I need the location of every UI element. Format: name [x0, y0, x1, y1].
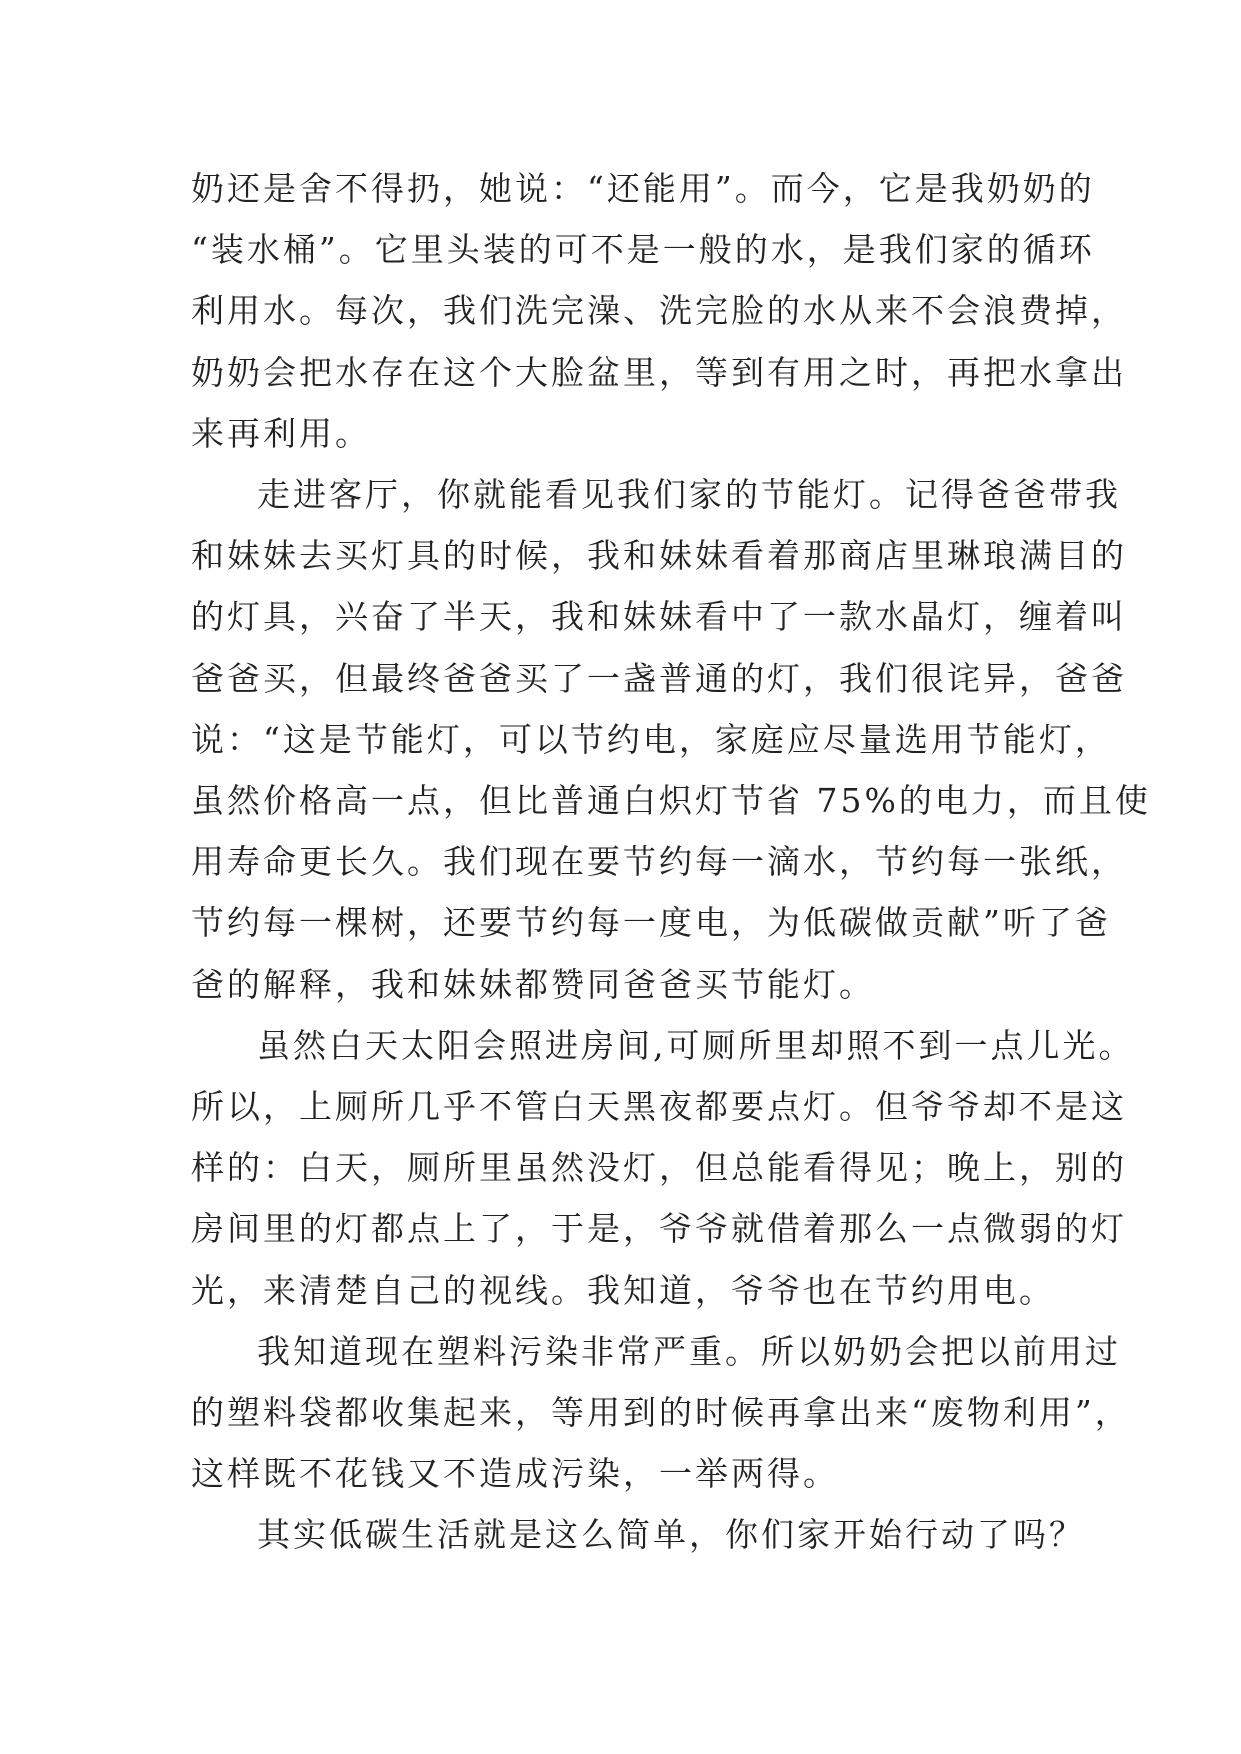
text-line: 说：“这是节能灯，可以节约电，家庭应尽量选用节能灯， [191, 719, 1111, 759]
text-line: 来再利用。 [191, 413, 371, 453]
text-line: 房间里的灯都点上了，于是，爷爷就借着那么一点微弱的灯 [191, 1209, 1127, 1249]
paragraph-5 [191, 1504, 1085, 1565]
paragraph-4 [191, 1321, 1131, 1505]
text-line: 奶还是舍不得扔，她说：“还能用”。而今，它是我奶奶的 [191, 169, 1095, 208]
text-line: 虽然价格高一点，但比普通白炽灯节省 75%的电力，而且使 [191, 781, 1151, 821]
text-line: 虽然白天太阳会照进房间,可厕所里却照不到一点儿光。 [257, 1025, 1135, 1065]
text-line: 节约每一棵树，还要节约每一度电，为低碳做贡献”听了爸 [191, 903, 1111, 943]
text-line: 爸爸买，但最终爸爸买了一盏普通的灯，我们很诧异，爸爸 [191, 658, 1127, 698]
paragraph-1 [191, 158, 1127, 464]
text-line: 爸的解释，我和妹妹都赞同爸爸买节能灯。 [191, 964, 875, 1004]
text-line: 和妹妹去买灯具的时候，我和妹妹看着那商店里琳琅满目的 [191, 536, 1127, 576]
paragraph-2 [191, 464, 1151, 1015]
text-line: 利用水。每次，我们洗完澡、洗完脸的水从来不会浪费掉， [191, 291, 1127, 331]
text-line: 奶奶会把水存在这个大脸盆里，等到有用之时，再把水拿出 [191, 352, 1127, 392]
text-line: 光，来清楚自己的视线。我知道，爷爷也在节约用电。 [191, 1270, 1055, 1310]
text-line: 的灯具，兴奋了半天，我和妹妹看中了一款水晶灯，缠着叫 [191, 597, 1127, 637]
text-line: 所以，上厕所几乎不管白天黑夜都要点灯。但爷爷却不是这 [191, 1087, 1127, 1127]
text-line: 样的：白天，厕所里虽然没灯，但总能看得见；晚上，别的 [191, 1148, 1127, 1188]
text-line: 用寿命更长久。我们现在要节约每一滴水，节约每一张纸， [191, 842, 1127, 882]
text-line: 其实低碳生活就是这么简单，你们家开始行动了吗？ [257, 1515, 1085, 1555]
text-line: 这样既不花钱又不造成污染，一举两得。 [191, 1454, 839, 1494]
paragraph-3 [191, 1015, 1135, 1321]
body-text [191, 158, 1151, 1566]
text-line: 我知道现在塑料污染非常严重。所以奶奶会把以前用过 [257, 1331, 1121, 1371]
text-line: “装水桶”。它里头装的可不是一般的水，是我们家的循环 [191, 230, 1095, 270]
text-line: 走进客厅，你就能看见我们家的节能灯。记得爸爸带我 [257, 475, 1121, 515]
text-line: 的塑料袋都收集起来，等用到的时候再拿出来“废物利用”， [191, 1393, 1131, 1433]
